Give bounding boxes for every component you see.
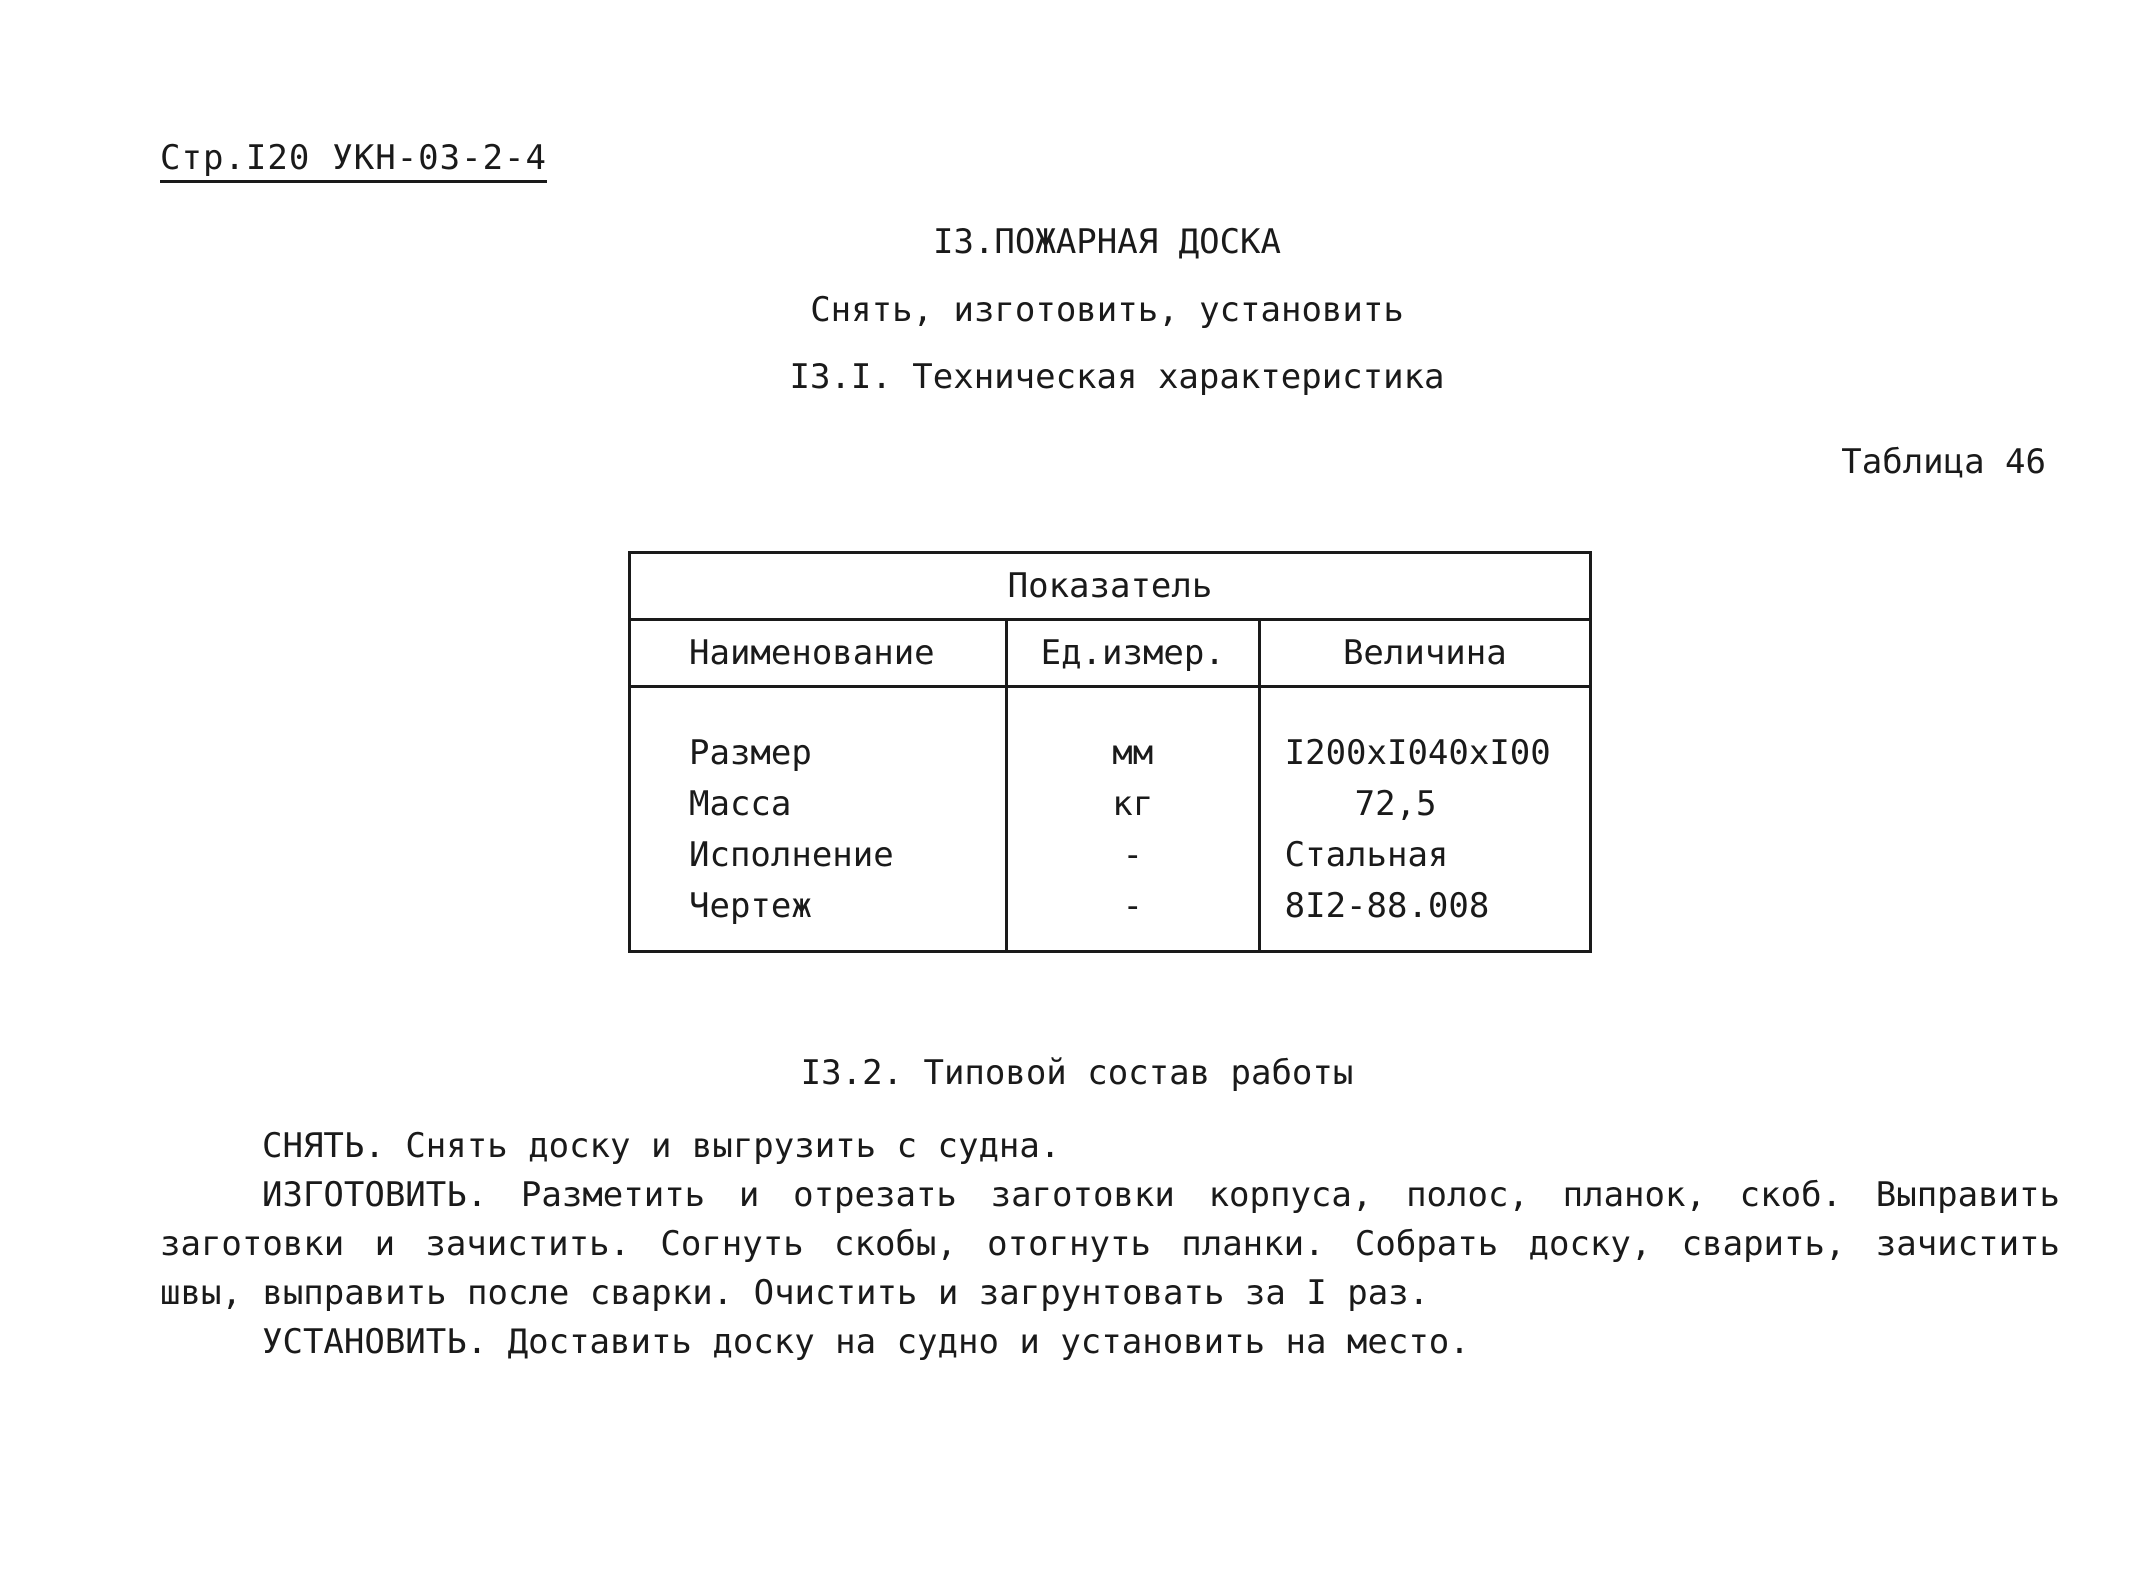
section-title: I3.ПОЖАРНАЯ ДОСКА — [933, 222, 1281, 262]
work-text-install: Доставить доску на судно и установить на место. — [507, 1322, 1470, 1362]
work-keyword-make: ИЗГОТОВИТЬ. — [262, 1175, 488, 1215]
row-unit-drawing: - — [1122, 886, 1143, 926]
row-name-size: Размер — [689, 733, 812, 773]
row-value-drawing: 8I2-88.008 — [1284, 886, 1490, 926]
table-group-header: Показатель — [630, 553, 1591, 620]
column-header-name: Наименование — [630, 620, 1007, 687]
row-name-mass: Масса — [689, 784, 792, 824]
work-keyword-remove: СНЯТЬ. — [262, 1126, 385, 1166]
table-header-row — [630, 620, 1591, 687]
row-name-drawing: Чертеж — [689, 886, 812, 926]
work-step-remove — [160, 1122, 2060, 1171]
spec-table — [628, 551, 1592, 953]
column-header-unit: Ед.измер. — [1006, 620, 1259, 687]
row-name-execution: Исполнение — [689, 835, 894, 875]
row-value-mass: 72,5 — [1354, 784, 1437, 824]
row-unit-size: мм — [1112, 733, 1154, 773]
section-subtitle: Снять, изготовить, установить — [810, 290, 1404, 330]
work-step-make — [160, 1171, 2060, 1318]
row-unit-mass: кг — [1112, 784, 1154, 824]
subsection-title-specs: I3.I. Техническая характеристика — [789, 357, 1445, 397]
page-number: Стр.I20 — [160, 138, 311, 178]
unit-column-cell — [1006, 687, 1259, 952]
row-unit-execution: - — [1122, 835, 1143, 875]
subsection-title-work: I3.2. Типовой состав работы — [800, 1053, 1354, 1093]
page-header — [160, 138, 547, 183]
work-description — [160, 1122, 2060, 1367]
column-header-value: Величина — [1259, 620, 1590, 687]
work-text-remove: Снять доску и выгрузить с судна. — [405, 1126, 1061, 1166]
row-value-size: I200xI040xI00 — [1284, 733, 1551, 773]
value-column-cell — [1259, 687, 1590, 952]
document-code: УКН-03-2-4 — [332, 138, 547, 178]
work-text-make: Разметить и отрезать заготовки корпуса, полос, планок, скоб. Выправить заготовки и зачистить. Согнуть скобы, отогнуть планки. Собрать доску, сварить, зачистить швы, выправить после сварки. Очистить и загрунтовать за I раз. — [160, 1175, 2060, 1313]
table-group-header-row — [630, 553, 1591, 620]
work-step-install — [160, 1318, 2060, 1367]
row-value-execution: Стальная — [1284, 835, 1449, 875]
table-body-row — [630, 687, 1591, 952]
name-column-cell — [630, 687, 1007, 952]
table-caption: Таблица 46 — [1841, 442, 2046, 482]
work-keyword-install: УСТАНОВИТЬ. — [262, 1322, 488, 1362]
